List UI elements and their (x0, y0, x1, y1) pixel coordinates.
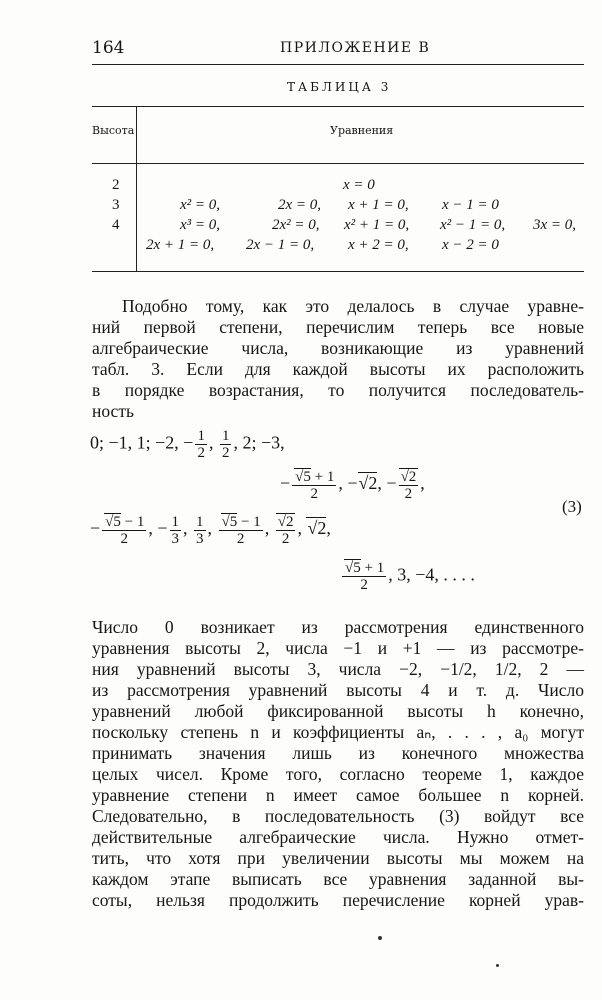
denominator: 2 (360, 577, 368, 593)
print-speck (496, 964, 499, 967)
sqrt-5: √5 (221, 513, 238, 530)
row-height: 2 (112, 177, 120, 193)
plus-one: + 1 (310, 468, 335, 485)
fraction (194, 514, 206, 547)
text-line: Число 0 возникает из рассмотрения единственного (92, 617, 584, 637)
numerator: 1 (196, 513, 204, 530)
denominator: 2 (221, 445, 230, 461)
text-line: ний первой степени, перечислим теперь все новые (92, 317, 584, 337)
column-header-equations: Уравнения (330, 124, 394, 137)
fraction (170, 514, 182, 547)
row-height: 3 (112, 197, 120, 213)
sequence-text: , 2; −3, (233, 432, 285, 453)
column-header-height: Высота (92, 124, 135, 137)
print-speck (378, 936, 382, 940)
equation: 2x − 1 = 0, (246, 237, 315, 253)
sqrt-5: √5 (105, 513, 121, 530)
equation: x² + 1 = 0, (344, 217, 410, 233)
text-line: уравнения высоты 2, числа −1 и +1 — из рассмотре- (92, 638, 584, 658)
text-line: табл. 3. Если для каждой высоты их расположить (92, 359, 584, 379)
numerator: √2 (277, 514, 294, 530)
table-top-rule (92, 106, 584, 107)
equation: x³ = 0, (180, 217, 221, 233)
denominator: 2 (236, 530, 245, 547)
header-rule (92, 64, 584, 65)
equation: 2x + 1 = 0, (146, 237, 215, 253)
denominator: 2 (310, 485, 318, 502)
text-line: действительные алгебраические числа. Нужно отмет- (92, 827, 584, 847)
denominator: 3 (171, 530, 180, 547)
table-bottom-rule (92, 271, 584, 272)
sequence-text: 0; −1, 1; −2, − (90, 432, 194, 453)
fraction (399, 468, 419, 502)
text-line: поскольку степень n и коэффициенты aₙ, . . . , a₀ могут (92, 722, 584, 742)
equation: x² − 1 = 0, (440, 217, 506, 233)
equation: x − 1 = 0 (442, 197, 499, 213)
text-line: из рассмотрения уравнений высоты 4 и т. д. Число (92, 680, 584, 700)
equation: 2x = 0, (278, 197, 322, 213)
table-column-divider (136, 106, 137, 271)
sequence-line-2: − $\frac{√5 + 1}{2}$ , −√2, − $\frac{√2}{2}$ , (280, 468, 425, 502)
fraction (276, 513, 296, 547)
equation: 2x² = 0, (272, 217, 320, 233)
denominator: 2 (281, 531, 290, 547)
fraction (220, 428, 232, 461)
numerator (342, 560, 386, 577)
fraction (219, 514, 263, 547)
numerator: 1 (197, 428, 205, 444)
equation: x + 2 = 0, (348, 237, 409, 253)
fraction (195, 428, 207, 461)
text-line: в порядке возрастания, то получится последователь- (92, 380, 584, 400)
table-header-rule (92, 163, 584, 164)
row-height: 4 (112, 217, 120, 233)
text-line: Подобно тому, как это делалось в случае уравне- (122, 296, 584, 316)
text-line: уравнение степени n имеет самое большее n корней. (92, 785, 584, 805)
equation: x² = 0, (180, 197, 221, 213)
table-caption: ТАБЛИЦА 3 (287, 80, 392, 94)
text-line: принимать значения лишь из конечного множества (92, 743, 584, 763)
sequence-line-3: − $\frac{√5 - 1}{2}$ , − $\frac{1}{3}$ , $\frac{1}{3}$ , $\frac{√5 - 1}{2}$ , $\frac{√2}{2}$ , √2, (90, 513, 331, 547)
text-line: соты, нельзя продолжить перечисление корней урав- (92, 890, 584, 910)
text-line: ния уравнений высоты 3, числа −2, −1/2, 1/2, 2 — (92, 659, 584, 679)
text-line: алгебраические числа, возникающие из уравнений (92, 338, 584, 358)
page-number: 164 (92, 38, 125, 58)
numerator (219, 514, 263, 531)
equation: 3x = 0, (533, 217, 577, 233)
fraction (102, 514, 146, 547)
text-line: ность (92, 401, 134, 421)
numerator: 1 (171, 513, 180, 530)
plus-one: + 1 (360, 560, 385, 576)
denominator: 2 (197, 445, 205, 461)
fraction (342, 560, 386, 593)
numerator: √2 (400, 469, 417, 485)
denominator: 2 (404, 486, 413, 502)
sqrt-2: √2 (307, 518, 327, 539)
equation: x + 1 = 0, (348, 197, 409, 213)
numerator (292, 469, 336, 486)
denominator: 3 (196, 530, 204, 547)
numerator (102, 514, 146, 531)
text-line: Следовательно, в последовательность (3) войдут все (92, 806, 584, 826)
denominator: 2 (120, 530, 128, 547)
fraction (292, 469, 336, 502)
text-line: каждом этапе выписать все уравнения заданной вы- (92, 869, 584, 889)
text-line: тить, что хотя при увеличении высоты мы можем на (92, 848, 584, 868)
equation: x = 0 (343, 177, 375, 193)
text-line: целых чисел. Кроме того, согласно теореме 1, каждое (92, 764, 584, 784)
sequence-text: , 3, −4, . . . . (388, 564, 475, 585)
sqrt-2: √2 (358, 473, 378, 494)
equation-number: (3) (562, 497, 582, 516)
sqrt-5: √5 (345, 560, 361, 576)
text-line: уравнений любой фиксированной высоты h конечно, (92, 701, 584, 721)
minus-one: − 1 (120, 513, 145, 530)
sqrt-5: √5 (295, 468, 311, 485)
numerator: 1 (221, 428, 230, 444)
running-title: ПРИЛОЖЕНИЕ В (280, 40, 431, 56)
sequence-line-4 (340, 560, 475, 593)
minus-one: − 1 (237, 513, 261, 530)
equation: x − 2 = 0 (442, 237, 499, 253)
sequence-line-1: 0; −1, 1; −2, − $\frac{1}{2}$ , $\frac{1}{2}$ , 2; −3, (90, 428, 285, 461)
